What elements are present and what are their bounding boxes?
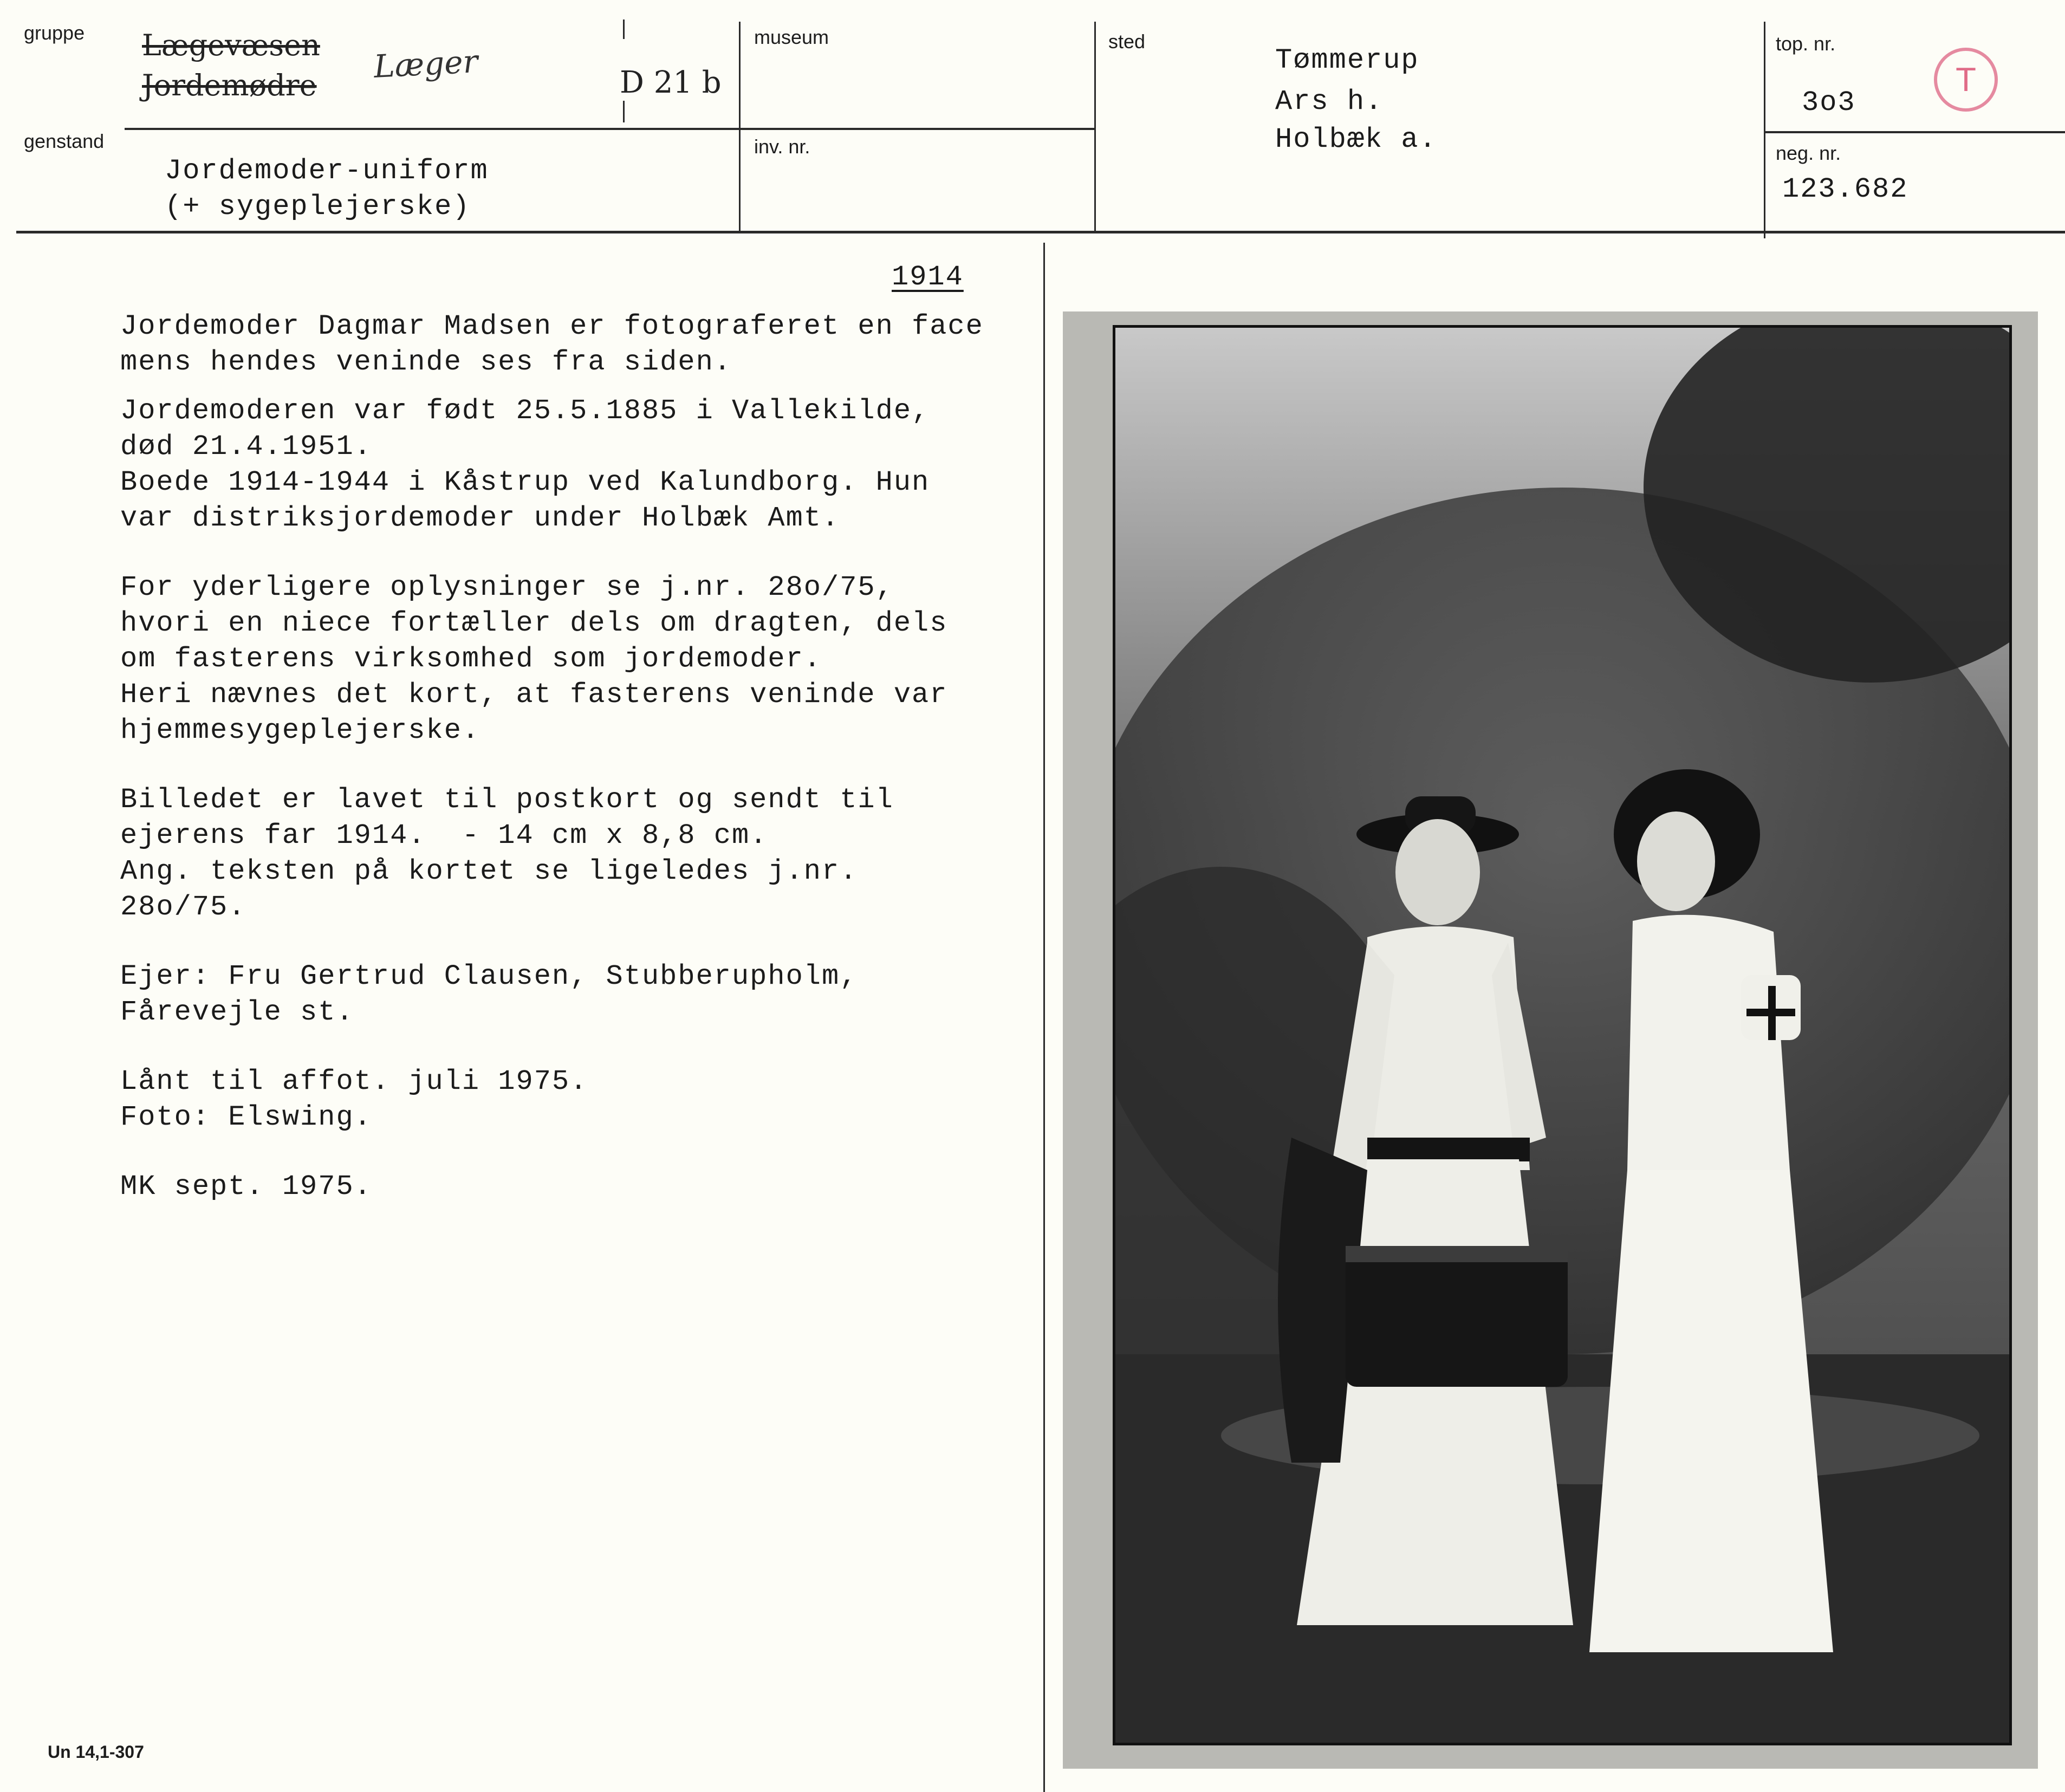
description-line: om fasterens virksomhed som jordemoder. [120, 643, 822, 675]
gruppe-handwritten-entry: Læger [373, 43, 479, 85]
label-gruppe: gruppe [24, 22, 85, 44]
description-line: død 21.4.1951. [120, 431, 372, 463]
genstand-line-2: (+ sygeplejerske) [165, 191, 471, 223]
description-line: Jordemoder Dagmar Madsen er fotograferet en face [120, 310, 984, 342]
label-top-nr: top. nr. [1776, 33, 1836, 55]
description-line: Jordemoderen var født 25.5.1885 i Vallekilde, [120, 395, 930, 427]
description-line: Foto: Elswing. [120, 1101, 372, 1133]
description-line: ejerens far 1914. - 14 cm x 8,8 cm. [120, 820, 768, 852]
label-genstand: genstand [24, 130, 105, 152]
code-tick-top [623, 20, 625, 39]
description-line: For yderligere oplysninger se j.nr. 28o/75, [120, 572, 894, 603]
genstand-line-1: Jordemoder-uniform [165, 155, 489, 187]
description-line: Fårevejle st. [120, 996, 354, 1028]
header-top-divider [125, 128, 1094, 130]
description-line: Boede 1914-1944 i Kåstrup ved Kalundborg. Hun [120, 466, 930, 498]
description-line: 28o/75. [120, 891, 246, 923]
header-bottom-divider [16, 231, 2065, 233]
description-line: Lånt til affot. juli 1975. [120, 1066, 588, 1098]
description-line: MK sept. 1975. [120, 1171, 372, 1203]
sted-line-3: Holbæk a. [1275, 124, 1437, 155]
description-line: Ejer: Fru Gertrud Clausen, Stubberupholm, [120, 960, 858, 992]
description-line: Ang. teksten på kortet se ligeledes j.nr. [120, 855, 858, 887]
year: 1914 [892, 261, 964, 293]
form-code: Un 14,1-307 [48, 1742, 144, 1762]
description-line: mens hendes veninde ses fra siden. [120, 346, 732, 378]
code-tick-bottom [623, 101, 625, 122]
column-divider-sted [1094, 22, 1096, 232]
neg-nr-value: 123.682 [1782, 173, 1908, 205]
header-top-divider-right [1765, 131, 2065, 133]
body-divider [1043, 243, 1045, 1792]
column-divider-museum [739, 22, 741, 232]
sted-line-2: Ars h. [1275, 86, 1384, 118]
column-divider-top-nr [1764, 22, 1765, 238]
label-sted: sted [1108, 30, 1146, 53]
description-line: var distriksjordemoder under Holbæk Amt. [120, 502, 840, 534]
description-line: Billedet er lavet til postkort og sendt til [120, 784, 894, 816]
label-inv-nr: inv. nr. [754, 135, 810, 158]
description-line: hjemmesygeplejerske. [120, 715, 480, 746]
label-neg-nr: neg. nr. [1776, 142, 1841, 164]
gruppe-struck-entry-1: Lægevæsen [142, 28, 320, 62]
gruppe-code: D 21 b [620, 65, 722, 100]
label-museum: museum [754, 26, 829, 48]
top-nr-value: 3o3 [1802, 87, 1856, 119]
description-line: hvori en niece fortæller dels om dragten, dels [120, 607, 948, 639]
gruppe-struck-entry-2: Jordemødre [142, 68, 317, 102]
description-block [120, 309, 1041, 1205]
description-line: Heri nævnes det kort, at fasterens veninde var [120, 679, 948, 711]
photograph-two-women [1113, 325, 2012, 1745]
t-stamp-icon: T [1934, 48, 1998, 112]
sted-line-1: Tømmerup [1275, 44, 1419, 76]
